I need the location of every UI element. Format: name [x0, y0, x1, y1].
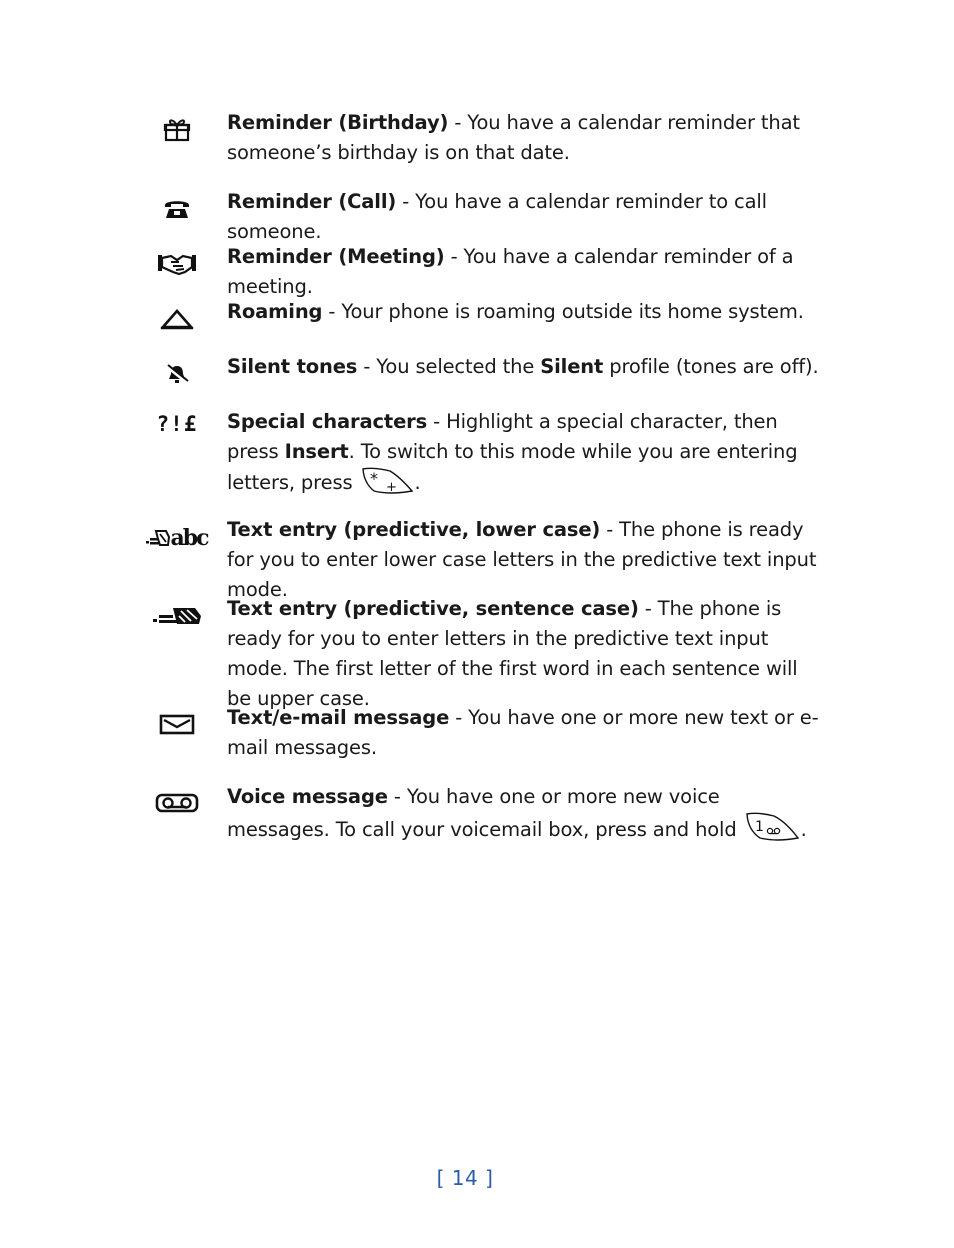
predictive-lowercase-icon [146, 521, 208, 555]
page-number: [ 14 ] [436, 1166, 494, 1190]
insert-key-label: Insert [284, 440, 349, 463]
entry-text [227, 242, 827, 302]
entry-term: Roaming [227, 300, 323, 323]
entry-description: - You have a calendar reminder to call someone. [227, 190, 767, 243]
entry-text [227, 515, 827, 605]
entry-text [227, 782, 827, 851]
entry-description: - You have one or more new voice messages. To call your voicemail box, press and hold [227, 785, 743, 841]
special-characters-icon [146, 407, 208, 441]
entry-description: - Highlight a special character, then press [227, 410, 778, 463]
entry-text [227, 703, 827, 763]
entry-term: Special characters [227, 410, 428, 433]
voicemail-icon [146, 786, 208, 820]
entry-description: . [414, 471, 421, 494]
entry-description: - You have a calendar reminder that someone’s birthday is on that date. [227, 111, 800, 164]
profile-name: Silent [540, 355, 604, 378]
envelope-icon [146, 707, 208, 741]
entry-text [227, 108, 827, 168]
special-characters-glyphs: ?!£ [156, 412, 198, 436]
entry-text [227, 187, 827, 247]
star-plus-key-icon [360, 467, 414, 504]
svg-text:1: 1 [754, 819, 764, 835]
entry-term: Reminder (Meeting) [227, 245, 445, 268]
telephone-icon [146, 192, 208, 226]
entry-term: Text entry (predictive, lower case) [227, 518, 601, 541]
entry-description: - The phone is ready for you to enter lower case letters in the predictive text input mode. [227, 518, 817, 601]
entry-term: Silent tones [227, 355, 358, 378]
entry-term: Text entry (predictive, sentence case) [227, 597, 639, 620]
gift-icon [146, 112, 208, 146]
entry-text [227, 297, 827, 327]
entry-term: Voice message [227, 785, 388, 808]
predictive-sentence-case-icon [146, 599, 208, 633]
entry-description: - The phone is ready for you to enter letters in the predictive text input mode. The first letter of the first word in each sentence will be upper case. [227, 597, 798, 710]
entry-term: Reminder (Birthday) [227, 111, 449, 134]
svg-text:*: * [369, 469, 378, 488]
entry-description: profile (tones are off). [603, 355, 819, 378]
entry-description: - You have a calendar reminder of a meeting. [227, 245, 794, 298]
predictive-lowercase-glyphs: abc [170, 525, 208, 551]
entry-text [227, 352, 827, 382]
one-voicemail-key-icon [744, 812, 800, 851]
entry-description: . [800, 818, 807, 841]
entry-description: . To switch to this mode while you are entering letters, press [227, 440, 798, 494]
entry-term: Reminder (Call) [227, 190, 397, 213]
silent-bell-icon [146, 357, 208, 391]
roaming-triangle-icon [146, 302, 208, 336]
entry-description: - You have one or more new text or e-mail messages. [227, 706, 819, 759]
entry-text [227, 594, 827, 714]
entry-text [227, 407, 827, 504]
svg-text:+: + [385, 480, 397, 495]
entry-description: - You selected the [357, 355, 541, 378]
handshake-icon [146, 246, 208, 280]
entry-description: - Your phone is roaming outside its home system. [322, 300, 804, 323]
entry-term: Text/e-mail message [227, 706, 450, 729]
